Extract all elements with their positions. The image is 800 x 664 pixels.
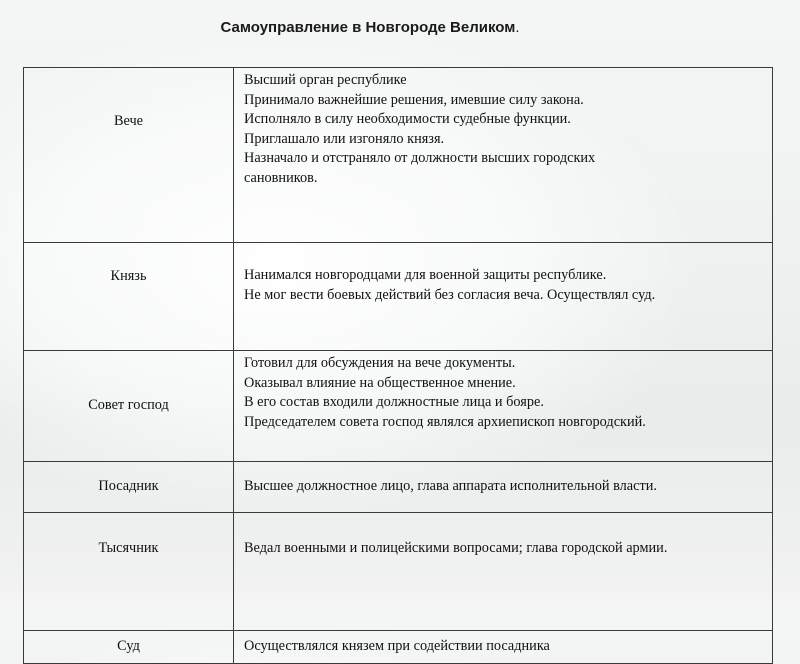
description-line: Приглашало или изгоняло князя. (244, 130, 445, 147)
table-row (24, 243, 773, 351)
row-name-sud: Суд (24, 631, 234, 664)
row-name-veche: Вече (24, 68, 234, 243)
page-title-period: . (515, 19, 520, 36)
table-row (24, 631, 773, 664)
description-line: Ведал военными и полицейскими вопросами; глава городской армии. (244, 540, 668, 556)
row-description-tysyachnik (234, 513, 773, 631)
description-line: Высший орган республике (244, 72, 407, 88)
page-title (0, 19, 740, 36)
description-line: сановников. (244, 169, 318, 186)
description-line: Нанимался новгородцами для военной защиты республике. (244, 267, 607, 283)
table-row (24, 513, 773, 631)
page-title-text: Самоуправление в Новгороде Великом (220, 19, 516, 36)
row-name-tysyachnik: Тысячник (24, 513, 234, 631)
row-description-knyaz (234, 243, 773, 351)
description-line: Оказывал влияние на общественное мнение. (244, 374, 516, 391)
description-line: Готовил для обсуждения на вече документы. (244, 355, 516, 371)
description-line: Осуществлялся князем при содействии посадника (244, 638, 550, 655)
description-line: Председателем совета господ являлся архиепископ новгородский. (244, 413, 646, 430)
row-description-sud (234, 631, 773, 664)
row-name-knyaz: Князь (24, 243, 234, 351)
table-row (24, 68, 773, 243)
row-name-sovet-gospod: Совет господ (24, 351, 234, 462)
row-description-veche (234, 68, 773, 243)
description-line: Принимало важнейшие решения, имевшие силу закона. (244, 91, 584, 108)
row-name-posadnik: Посадник (24, 462, 234, 513)
description-line: Назначало и отстраняло от должности высших городских (244, 150, 596, 167)
description-line: В его состав входили должностные лица и бояре. (244, 394, 544, 411)
table-row (24, 462, 773, 513)
description-line: Не мог вести боевых действий без согласия веча. Осуществлял суд. (244, 286, 656, 303)
table-row (24, 351, 773, 462)
row-description-posadnik (234, 462, 773, 513)
row-description-sovet-gospod (234, 351, 773, 462)
governance-table (23, 67, 773, 664)
description-line: Исполняло в силу необходимости судебные функции. (244, 111, 571, 128)
description-line: Высшее должностное лицо, глава аппарата исполнительной власти. (244, 478, 657, 495)
